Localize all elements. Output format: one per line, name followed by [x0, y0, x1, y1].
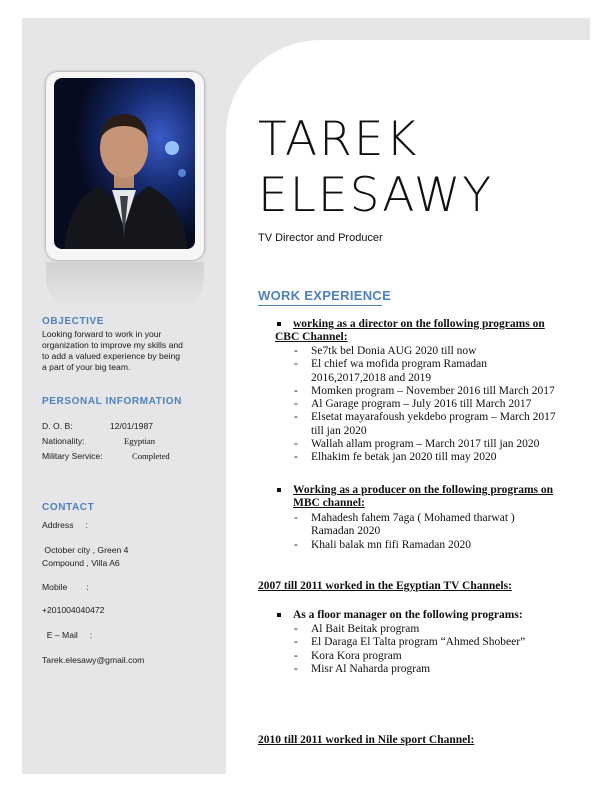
producer-heading-line-2: MBC channel:	[293, 497, 365, 509]
address-line-1: October city , Green 4	[42, 545, 129, 555]
work-experience-heading: WORK EXPERIENCE	[258, 288, 392, 303]
list-item: - Al Garage program – July 2016 till March 2017	[294, 398, 556, 411]
floor-manager-list	[294, 623, 525, 676]
list-item: - Wallah allam program – March 2017 till jan 2020	[294, 438, 556, 451]
bullet-square	[277, 488, 281, 492]
photo-reflection	[46, 262, 204, 308]
list-item: till jan 2020	[311, 424, 367, 437]
list-item: - Elsetat mayarafoush yekdebo program – March 2017	[294, 411, 556, 424]
producer-heading-line-1: Working as a producer on the following programs on	[293, 484, 554, 496]
dob-value: 12/01/1987	[110, 421, 154, 431]
director-heading-line-2: CBC Channel:	[275, 331, 348, 343]
list-item: Ramadan 2020	[311, 525, 381, 538]
heading-underline	[258, 305, 382, 306]
nationality-value: Egyptian	[124, 436, 156, 446]
objective-heading: OBJECTIVE	[42, 316, 105, 327]
bullet-square	[277, 322, 281, 326]
list-item: - Elhakim fe betak jan 2020 till may 2020	[294, 451, 556, 464]
name-first: TAREK	[258, 112, 419, 167]
list-item: - Kora Kora program	[294, 650, 525, 663]
list-item: 2016,2017,2018 and 2019	[311, 371, 432, 384]
dob-label: D. O. B:	[42, 421, 73, 431]
personal-info-heading: PERSONAL INFORMATION	[42, 396, 182, 407]
military-value: Completed	[132, 451, 170, 461]
director-heading-line-1: working as a director on the following programs on	[293, 318, 545, 330]
email-label: E – Mail :	[42, 630, 93, 640]
list-item: - Misr Al Naharda program	[294, 663, 525, 676]
list-item: - Mahadesh fahem 7aga ( Mohamed tharwat )	[294, 512, 515, 525]
floor-manager-heading: As a floor manager on the following programs:	[293, 609, 523, 621]
director-programs-list	[294, 345, 556, 465]
list-item: - Se7tk bel Donia AUG 2020 till now	[294, 345, 556, 358]
mobile-label: Mobile :	[42, 582, 89, 592]
nationality-label: Nationality:	[42, 436, 85, 446]
profile-photo-frame	[46, 72, 204, 260]
list-item: - Al Bait Beitak program	[294, 623, 525, 636]
name-last: ELESAWY	[258, 168, 494, 223]
profile-photo	[54, 78, 195, 249]
job-title: TV Director and Producer	[258, 232, 383, 244]
objective-line-4: a part of your big team.	[42, 362, 131, 372]
list-item: - El chief wa mofida program Ramadan	[294, 358, 556, 371]
nile-sport-line: 2010 till 2011 worked in Nile sport Channel:	[258, 734, 475, 746]
list-item: - Khali balak mn fifi Ramadan 2020	[294, 539, 515, 552]
egyptian-tv-line: 2007 till 2011 worked in the Egyptian TV Channels:	[258, 580, 512, 592]
contact-heading: CONTACT	[42, 502, 95, 513]
address-line-2: Compound , Villa A6	[42, 558, 120, 568]
email-value[interactable]: Tarek.elesawy@gmail.com	[42, 655, 145, 665]
objective-line-3: to add a valued experience by being	[42, 351, 181, 361]
list-item: - Momken program – November 2016 till March 2017	[294, 385, 556, 398]
list-item: - El Daraga El Talta program “Ahmed Shobeer”	[294, 636, 525, 649]
mobile-value: +201004040472	[42, 605, 105, 615]
bullet-square	[277, 613, 281, 617]
military-label: Military Service:	[42, 451, 103, 461]
objective-line-2: organization to improve my skills and	[42, 340, 183, 350]
objective-line-1: Looking forward to work in your	[42, 329, 162, 339]
producer-programs-list	[294, 512, 515, 552]
address-label: Address :	[42, 520, 88, 530]
